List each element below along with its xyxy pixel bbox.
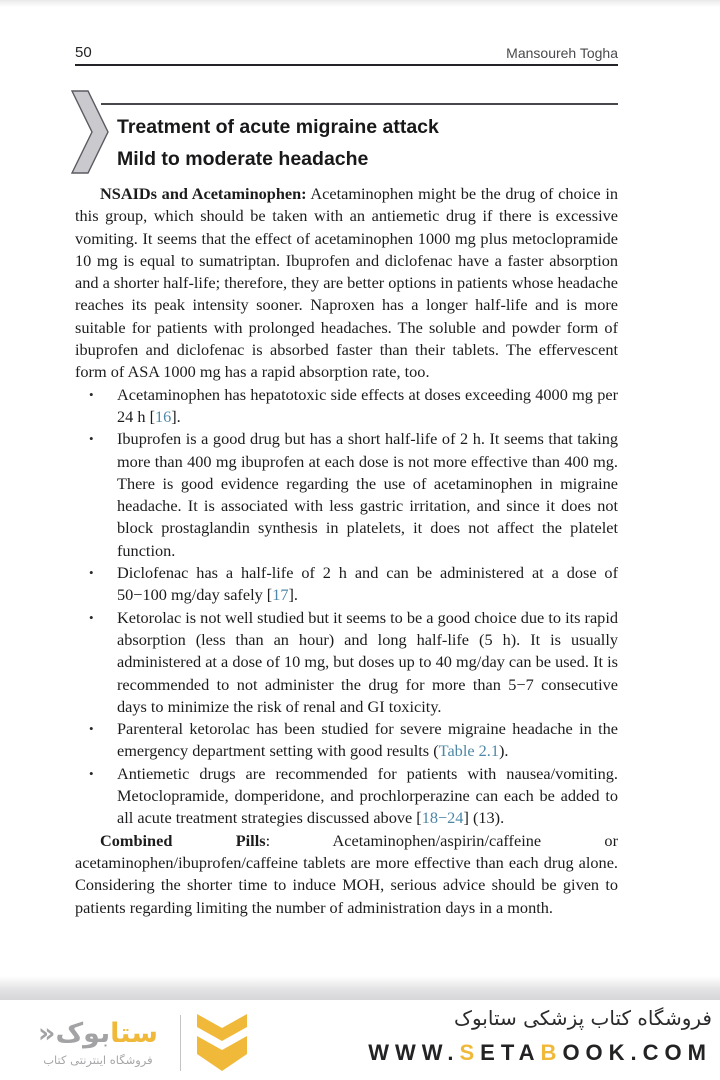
text-run: : Acetaminophen/aspirin/caffeine or acetaminophen/ibuprofen/caffeine tablets are more effective than each drug alone. Considering the shorter time to induce MOH, serious advice should be given to patients regarding limiting the number of administration days in a month. — [75, 830, 618, 917]
bullet-icon: • — [89, 721, 94, 737]
reference-link[interactable]: 16 — [154, 406, 172, 426]
page-top-shadow — [0, 0, 720, 7]
section-heading-rule — [101, 103, 618, 105]
text-run: Parenteral ketorolac has been studied for severe migraine headache in the emergency department setting with good results ( — [117, 719, 618, 761]
logo-divider — [180, 1015, 182, 1071]
text-run: Acetaminophen has hepatotoxic side effects at doses exceeding 4000 mg per 24 h [ — [117, 384, 618, 426]
wordmark-accent-part: ستا — [110, 1018, 158, 1049]
list-item — [75, 607, 618, 718]
setabook-wordmark — [38, 1019, 158, 1067]
text-run: Diclofenac has a half-life of 2 h and can be administered at a dose of 50−100 mg/day safely [ — [117, 563, 618, 605]
list-item — [75, 428, 618, 562]
bold-lead-in: NSAIDs and Acetaminophen: — [100, 184, 307, 203]
text-run: ] (13). — [463, 808, 505, 828]
bullet-icon: • — [89, 765, 94, 781]
setabook-wordmark-text — [38, 1019, 158, 1049]
footer-url[interactable] — [368, 1038, 712, 1068]
reference-link[interactable]: 18−24 — [421, 808, 464, 828]
running-author: Mansoureh Togha — [506, 45, 618, 61]
bold-lead-in: Combined Pills — [100, 830, 266, 850]
footer-divider-band — [0, 976, 720, 1000]
text-run: Ketorolac is not well studied but it seems to be a good choice due to its rapid absorption (less than an hour) and long half-life (5 h). It is usually administered at a dose of 10 mg, but doses up to 40 mg/day can be used. It is recommended to not administer the drug for more than 5−7 consecutive days to minimize the risk of renal and GI toxicity. — [117, 607, 618, 716]
bullet-icon: • — [89, 431, 94, 447]
wordmark-guillemet: « — [38, 1018, 56, 1049]
running-header — [75, 44, 618, 66]
list-item — [75, 763, 618, 830]
footer-url-segment: S — [459, 1040, 481, 1065]
list-item — [75, 562, 618, 607]
text-run: ]. — [288, 585, 299, 605]
setabook-logo[interactable] — [38, 1014, 247, 1072]
wordmark-gray-part: بوک — [55, 1018, 111, 1049]
page-number: 50 — [75, 44, 92, 61]
paragraph — [75, 830, 618, 919]
bullet-icon: • — [89, 386, 94, 402]
paragraph — [75, 183, 618, 384]
text-run: Ibuprofen is a good drug but has a short half-life of 2 h. It seems that taking more than 400 mg ibuprofen at each dose is not more effective than 400 mg. There is good evidence regarding the use of acetaminophen in migraine headache. It is associated with less gastric irritation, and since it does not block prostaglandin synthesis in platelets, it does not affect the platelet function. — [117, 429, 618, 560]
bullet-icon: • — [89, 609, 94, 625]
footer-url-segment: WWW. — [368, 1040, 460, 1065]
section-title: Treatment of acute migraine attack — [117, 116, 439, 138]
list-item-text — [117, 718, 618, 763]
footer-shop-info — [368, 1004, 712, 1068]
footer-url-segment: OOK.COM — [562, 1040, 712, 1065]
text-run: Acetaminophen might be the drug of choice in this group, which should be taken with an antiemetic drug if there is excessive vomiting. It seems that the effect of acetaminophen 1000 mg plus metoclopramide 10 mg is equal to sumatriptan. Ibuprofen and diclofenac have a faster absorption and a shorter half-life; therefore, they are better options in patients whose headache reaches its peak intensity sooner. Naproxen has a longer half-life and is more suitable for patients with prolonged headaches. The soluble and powder form of ibuprofen and diclofenac is absorbed faster than their tablets. The effervescent form of ASA 1000 mg has a rapid absorption rate, too. — [75, 184, 618, 382]
shop-title-persian: فروشگاه کتاب پزشکی ستابوک — [454, 1006, 712, 1030]
footer-url-segment: ETA — [480, 1040, 541, 1065]
text-run: ). — [499, 741, 509, 761]
footer-url-segment: B — [540, 1040, 563, 1065]
list-item-text — [117, 428, 618, 562]
list-item-text — [117, 763, 618, 830]
list-item — [75, 718, 618, 763]
main-column — [75, 110, 618, 919]
text-run: Antiemetic drugs are recommended for patients with nausea/vomiting. Metoclopramide, domperidone, and prochlorperazine can each be added to all acute treatment strategies discussed above [ — [117, 763, 618, 828]
setabook-chevron-icon — [197, 1014, 247, 1072]
section-subtitle: Mild to moderate headache — [117, 148, 369, 170]
footer — [0, 1000, 720, 1080]
list-item-text — [117, 384, 618, 429]
list-item-text — [117, 607, 618, 718]
list-item-text — [117, 562, 618, 607]
reference-link[interactable]: Table 2.1 — [438, 741, 499, 761]
reference-link[interactable]: 17 — [272, 585, 289, 605]
bullet-icon: • — [89, 565, 94, 581]
content-blocks — [75, 183, 618, 919]
logo-tagline: فروشگاه اینترنتی کتاب — [43, 1053, 153, 1067]
list-item — [75, 384, 618, 429]
text-run: ]. — [171, 406, 181, 426]
